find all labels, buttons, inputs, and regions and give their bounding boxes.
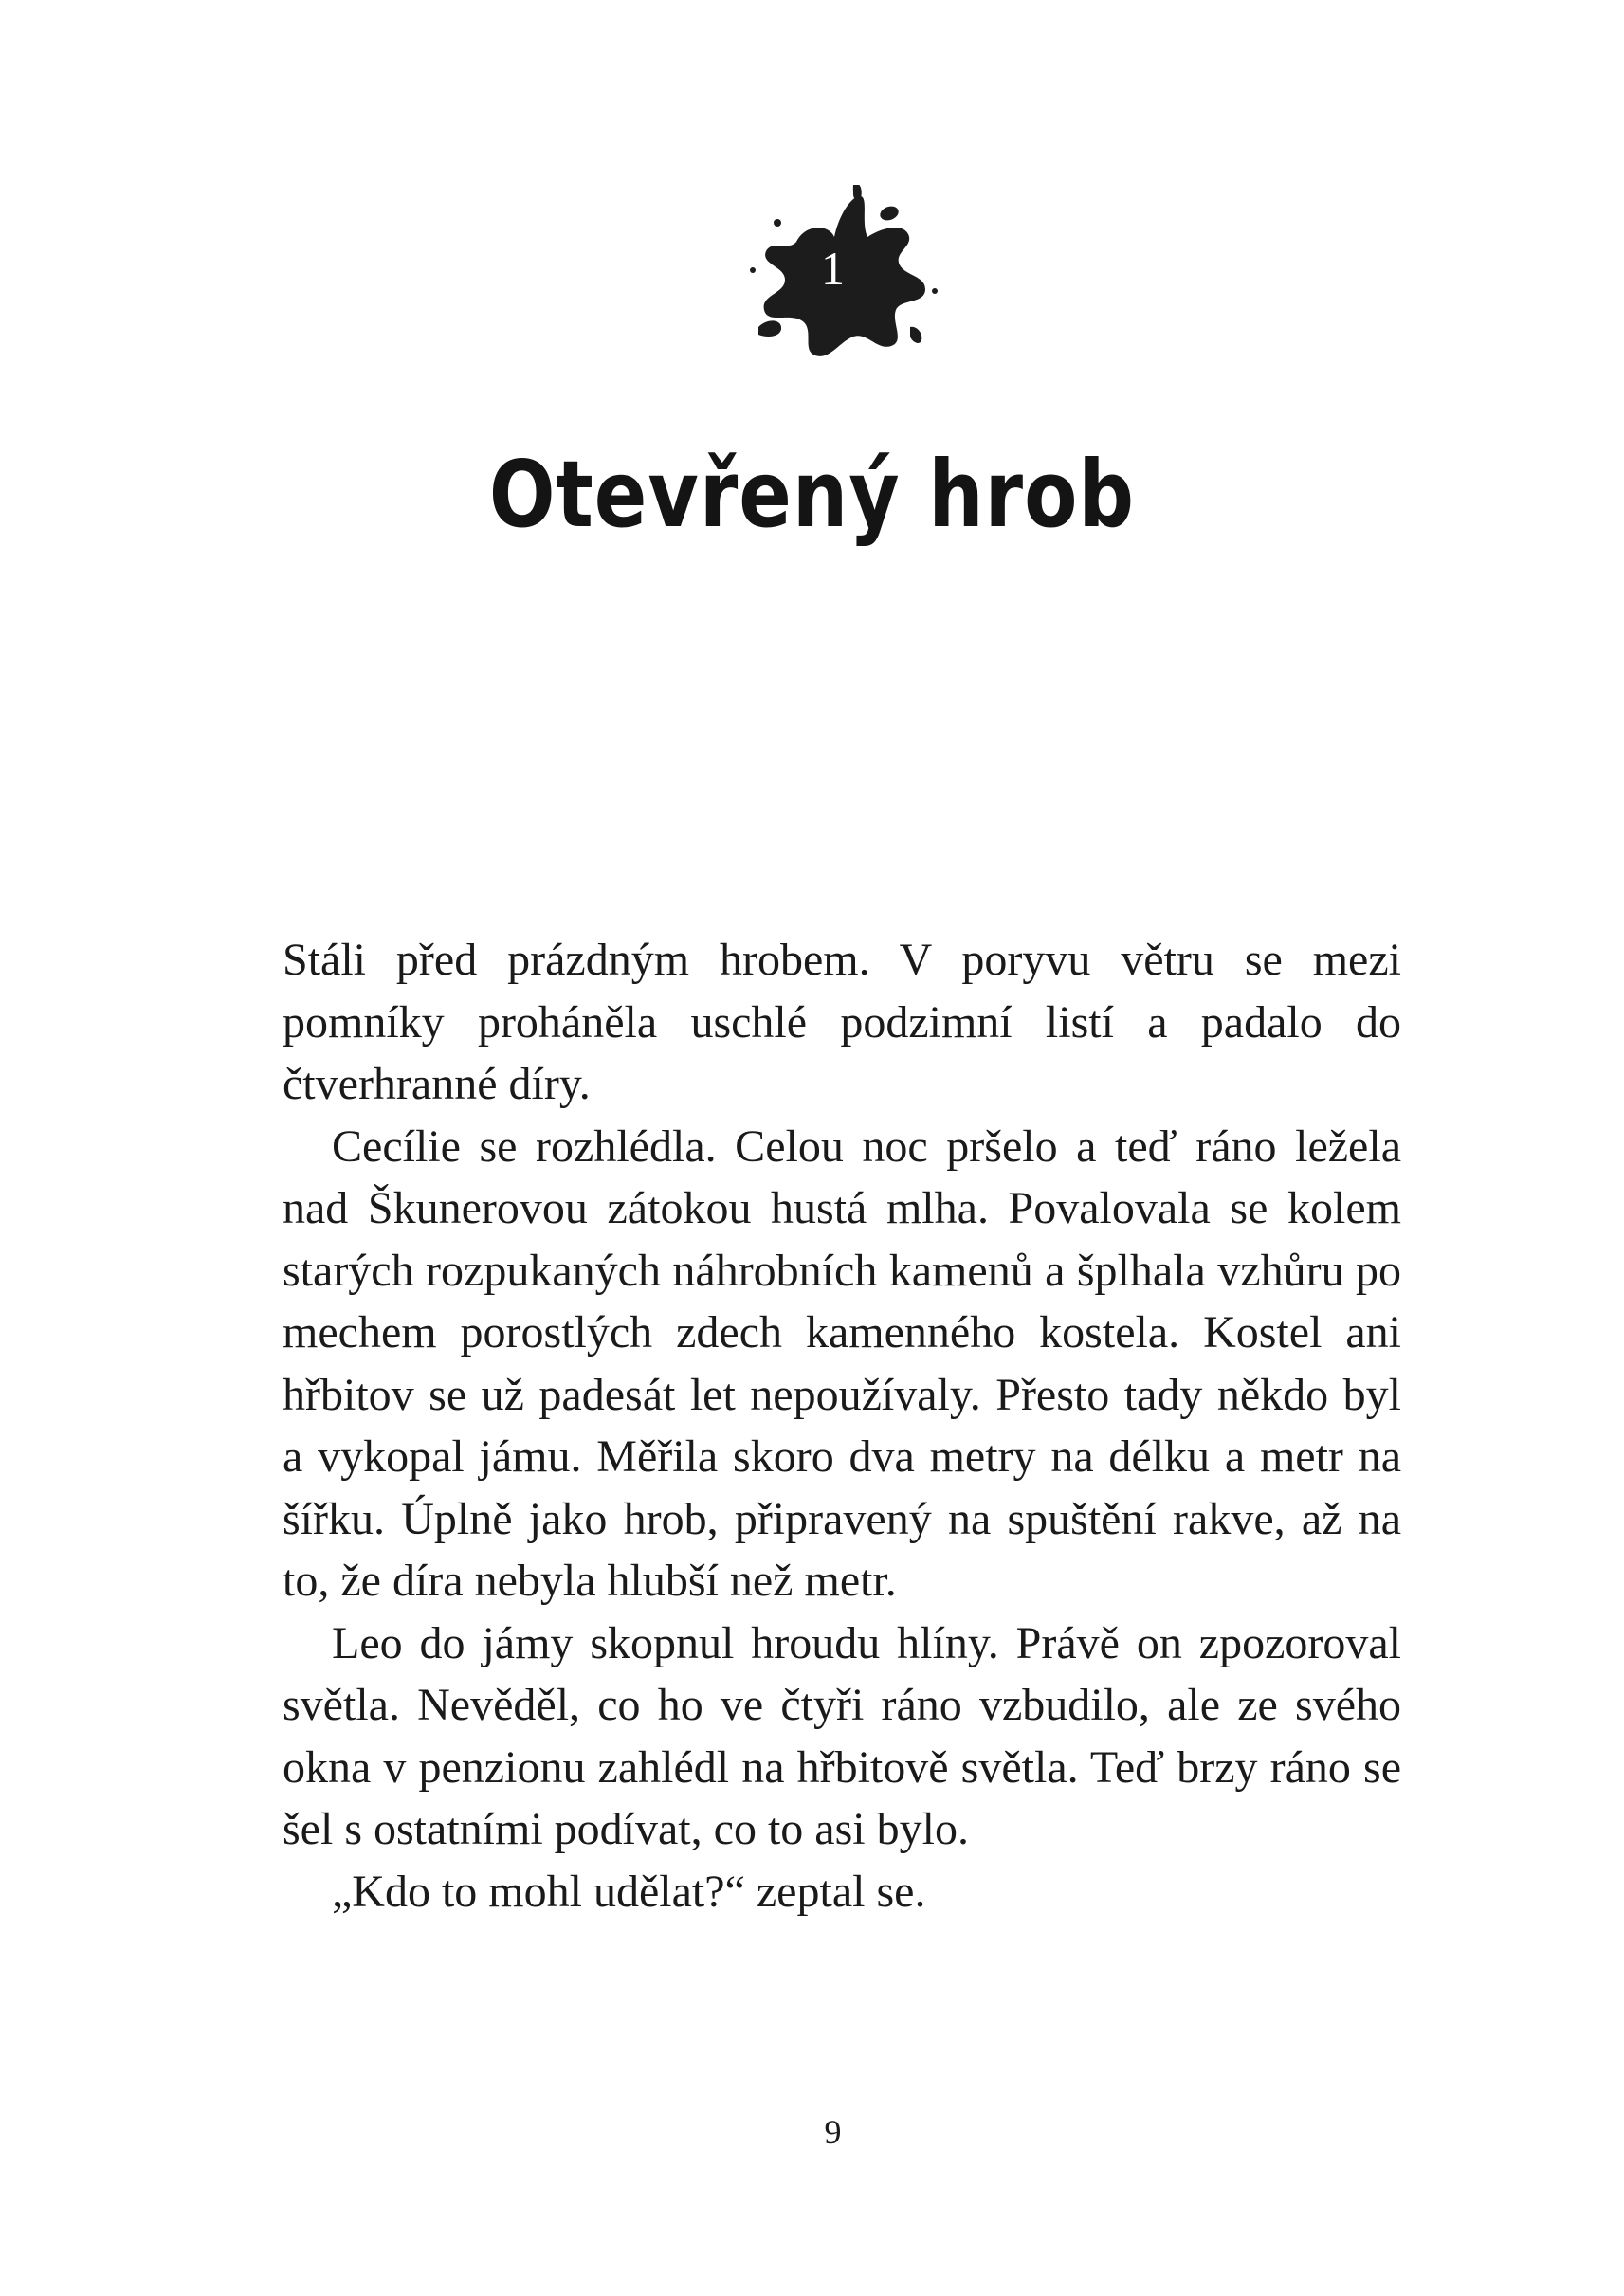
paragraph: „Kdo to mohl udělat?“ zeptal se. <box>332 1866 926 1917</box>
paragraph: Leo do jámy skopnul hroudu hlíny. Právě on zpozoroval světla. Nevěděl, co ho ve čtyři ráno vzbudilo, ale ze svého okna v penzionu zahlédl na hřbitově světla. Teď brzy ráno se šel s ostatními podívat, co to asi bylo. <box>283 1617 1401 1854</box>
chapter-number: 1 <box>821 242 845 295</box>
chapter-body <box>283 929 1401 1922</box>
paragraph: Cecílie se rozhlédla. Celou noc pršelo a teď ráno ležela nad Škunerovou zátokou hustá mlha. Povalovala se kolem starých rozpukaných náhrobních kamenů a šplhala vzhůru po mechem porostlých zdech kamenného kostela. Kostel ani hřbitov se už padesát let nepoužívaly. Přesto tady někdo byl a vykopal jámu. Měřila skoro dva metry na délku a metr na šířku. Úplně jako hrob, připravený na spuštění rakve, až na to, že díra nebyla hlubší než metr. <box>283 1121 1401 1606</box>
chapter-title: Otevřený hrob <box>488 442 1136 549</box>
page-number: 9 <box>824 2113 842 2151</box>
paragraph: Stáli před prázdným hrobem. V poryvu větru se mezi pomníky proháněla uschlé podzimní listí a padalo do čtverhranné díry. <box>283 935 1401 1109</box>
